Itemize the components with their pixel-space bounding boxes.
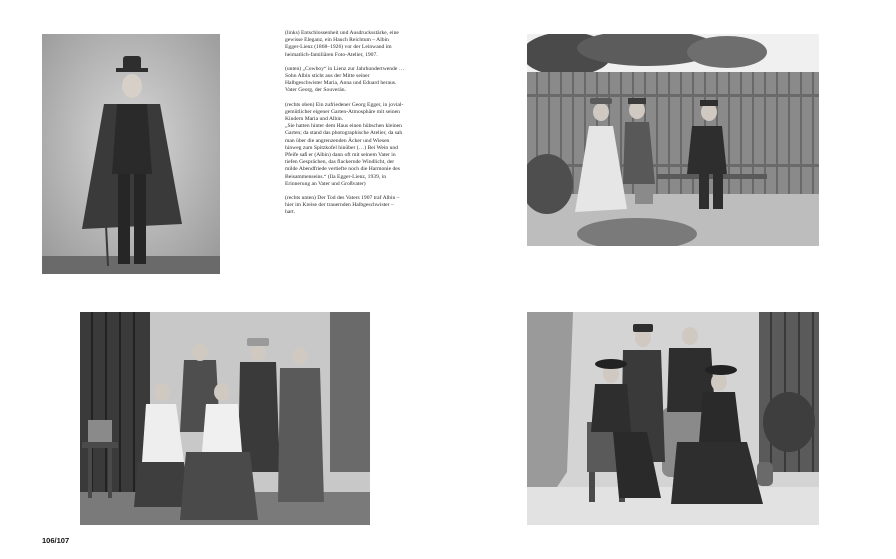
caption-below: (unten) „Cowboy“ in Lienz zur Jahrhundertwende … Sohn Albin sticht aus der Mitte seiner Halbgeschwister Maria, Anna und Eduard heraus. Vater Georg, der Souverän. xyxy=(285,65,405,94)
caption-right-top: (rechts oben) Ein zufriedener Georg Egger, in jovial-gemütlicher eigener Garten-Atmosphäre mit seinen Kindern Maria und Albin. xyxy=(285,101,404,123)
photo-albin-portrait xyxy=(42,34,220,274)
caption-right-bottom: (rechts unten) Der Tod des Vaters 1907 traf Albin – hier im Kreise der trauernden Halbgeschwister – hart. xyxy=(285,195,400,216)
page-number: 106/107 xyxy=(42,536,70,545)
photo-studio-group xyxy=(80,312,370,525)
caption-column xyxy=(285,30,405,224)
photo-mourning-group xyxy=(527,312,819,525)
caption-quote: „Sie hatten hinter dem Haus einen hübschen kleinen Garten; da stand das photographische Atelier, da sah man über die angrenzenden Äcker und Wiesen hinweg zum Spitzkofel hinüber (…) Bei Wein und Pfeife saß er (Albin) dann oft mit seinem Vater in tiefen Gesprächen, das flackernde Windlicht, der milde Abendfriede vertiefte noch die Harmonie des Beisammenseins.“ (Ila Egger-Lienz, 1939, in Erinnerung an Vater und Großvater) xyxy=(285,123,403,187)
photo-garden-scene xyxy=(527,34,819,246)
caption-left: (links) Entschlossenheit und Ausdrucksstärke, eine gewisse Eleganz, ein Hauch Reichtum – Albin Egger-Lienz (1868–1926) vor der Leinwand im heimatlich-familiären Foto-Atelier, 1907. xyxy=(285,30,399,58)
